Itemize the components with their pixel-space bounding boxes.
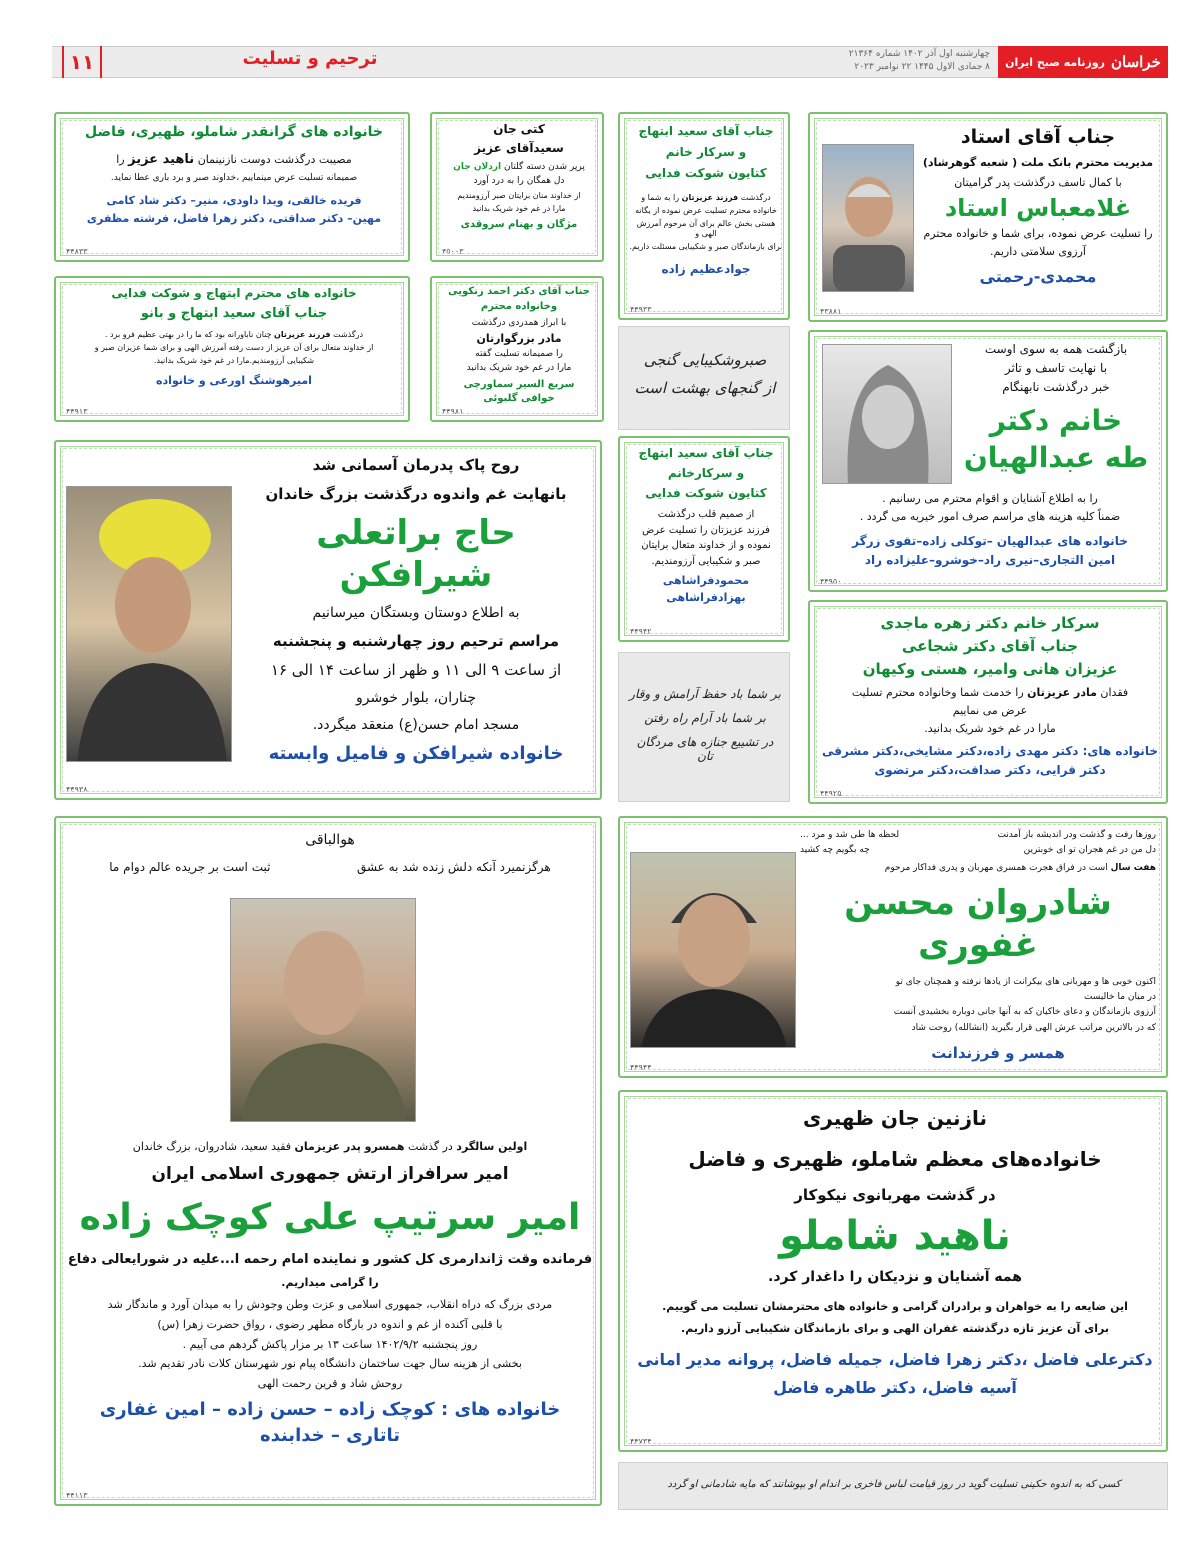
ad-shamlou-small-line2: صمیمانه تسلیت عرض مینماییم ،خداوند صبر و برد باری عطا نماید. xyxy=(110,172,358,183)
ad-nahid-line5: این ضایعه را به خواهران و برادران گرامی و خانواده های محترمشان تسلیت می گوییم. xyxy=(662,1300,1128,1314)
ad-code: ۴۴۷۳۴ xyxy=(630,1437,652,1446)
ad-ghafouri-photo xyxy=(630,852,796,1048)
ad-majedi-line6: مارا در غم خود شریک بدانید. xyxy=(924,721,1056,735)
brand-subtitle: روزنامه صبح ایران xyxy=(1005,55,1105,69)
ad-zankouei-body2: مادر بزرگوارتان xyxy=(476,332,562,346)
ad-nahid-line1: نازنین جان ظهیری xyxy=(802,1106,988,1130)
ad-nahid-sign1: دکترعلی فاضل ،دکتر زهرا فاضل، جمیله فاضل، پروانه مدیر امانی xyxy=(637,1349,1153,1369)
ad-nahid-name: ناهید شاملو xyxy=(779,1212,1011,1259)
ad-shamlou-small-sign2: مهین– دکتر صداقتی، دکتر زهرا فاضل، فرشته مظفری xyxy=(86,211,382,225)
ad-kati-body3: از خداوند منان برایتان صبر آرزومندیم xyxy=(457,190,581,200)
ad-abdolahian-name1: خانم دکتر xyxy=(989,404,1123,437)
ad-ostad-name: غلامعباس استاد xyxy=(944,194,1132,223)
ad-ebtehaj2-body2: فرزند عزیزتان را تسلیت عرض xyxy=(642,524,770,536)
ad-code: ۴۳۸۸۱ xyxy=(820,307,842,316)
ad-ostad-line1: مدیریت محترم بانک ملت ( شعبه گوهرشاد) xyxy=(922,155,1154,169)
ad-shirafkan-line4: مراسم ترحیم روز چهارشنبه و پنجشنبه xyxy=(272,632,560,650)
ad-ebtehaj2-body4: صبر و شکیبایی آرزومندیم. xyxy=(651,555,761,567)
ad-code: ۴۴۹۴۴ xyxy=(630,1063,652,1072)
ad-ebtehaj-2 xyxy=(618,436,790,642)
ad-ghafouri-line5: در میان ما خالیست xyxy=(1083,992,1156,1002)
ad-shirafkan xyxy=(54,440,602,800)
ad-ghafouri-poem1: روزها رفت و گذشت ودر اندیشه باز آمدنت xyxy=(997,830,1156,840)
footer-quote: کسی که به اندوه حکینی تسلیت گوید در روز قیامت لباس فاخری بر اندام او بپوشانند که مایه شادمانی او گردد xyxy=(667,1479,1121,1490)
ad-ourei-line1: درگذشت فرزند عزیزتان چنان ناباورانه بود که ما را در بهتی عظیم فرو برد . xyxy=(104,330,364,340)
ad-majedi-line1: سرکار خانم دکتر زهره ماجدی xyxy=(880,614,1100,632)
ad-kouchakzadeh-name: امیر سرتیپ علی کوچک زاده xyxy=(79,1197,581,1238)
ad-shamlou-small-line1: مصیبت درگذشت دوست نازنینمان ناهید عزیز را xyxy=(116,151,352,167)
ad-kouchakzadeh-line8: با قلبی آکنده از غم و اندوه در بارگاه مطهر رضوی ، رواق حضرت زهرا (س) xyxy=(157,1317,503,1331)
ad-code: ۴۴۱۱۳ xyxy=(66,1491,88,1500)
ad-abdolahian-sign2: امین التجاری–نیری راد–خوشرو–علیزاده راد xyxy=(864,552,1116,567)
ad-code: ۴۴۹۵۰ xyxy=(820,577,842,586)
ad-ourei-title1: خانواده های محترم ابتهاج و شوکت فدایی xyxy=(111,286,357,300)
ad-kati-title1: کتی جان xyxy=(493,122,545,136)
ad-kouchakzadeh-line11: روحش شاد و قرین رحمت الهی xyxy=(257,1377,403,1390)
ad-kouchakzadeh-line4: امیر سرافراز ارتش جمهوری اسلامی ایران xyxy=(151,1163,509,1184)
ad-code: ۴۴۹۲۵ xyxy=(820,789,842,798)
ad-ostad-photo xyxy=(822,144,914,292)
ad-ebtehaj2-sign2: بهزادفراشاهی xyxy=(666,590,746,604)
ad-ghafouri-line4: اکنون خوبی ها و مهربانی های بیکرانت از یادها نرفته و همچنان جای تو xyxy=(895,976,1156,987)
ad-ostad-title: جناب آقای استاد xyxy=(960,126,1116,148)
ad-ghafouri-line3: هفت سال است در فراق هجرت همسری مهربان و پدری فداکار مرحوم xyxy=(884,862,1156,873)
ad-abdolahian-line2: با نهایت تاسف و تاثر xyxy=(1004,361,1108,375)
ad-zankouei-title2: وخانواده محترم xyxy=(480,300,558,312)
quote-calm-line1: بر شما باد حفظ آرامش و وقار xyxy=(629,687,781,701)
ad-ebtehaj1-body3: هستی بخش عالم برای آن مرحوم آمرزش الهی و xyxy=(636,219,776,238)
ad-nahid-line6: برای آن عزیز تازه درگذشته غفران الهی و برای بازماندگان شکیبایی آرزو داریم. xyxy=(681,1322,1109,1335)
ad-shamlou-small xyxy=(54,112,410,262)
ad-ebtehaj2-title3: کتایون شوکت فدایی xyxy=(645,486,767,500)
ad-majedi-line5: عرض می نماییم xyxy=(952,704,1028,717)
ad-shamlou-small-sign1: فریده خالقی، ویدا داودی، منیر– دکتر شاد کامی xyxy=(106,194,362,207)
ad-ghafouri-poem2b: چه بگویم چه کشید xyxy=(800,845,870,856)
ad-code: ۴۴۸۳۳ xyxy=(66,247,88,256)
issue-date xyxy=(840,48,990,74)
ad-shamlou-small-title: خانواده های گرانقدر شاملو، ظهیری، فاضل xyxy=(85,124,383,140)
portrait-icon xyxy=(631,853,796,1048)
ad-zankouei-title1: جناب آقای دکتر احمد زنکویی xyxy=(448,286,590,297)
ad-zankouei xyxy=(430,276,604,422)
ad-nahid-shamlou xyxy=(618,1090,1168,1452)
ad-abdolahian-sign1: خانواده های عبدالهیان –توکلی زاده–تقوی زرگر xyxy=(852,533,1128,548)
ad-ghafouri-poem1b: لحظه ها طی شد و مرد ... xyxy=(800,830,900,840)
ad-ghafouri xyxy=(618,816,1168,1078)
ad-kouchakzadeh-line6: را گرامی میداریم. xyxy=(281,1276,379,1290)
portrait-icon xyxy=(67,487,232,762)
ad-kouchakzadeh-poem-b: ثبت است بر جریده عالم دوام ما xyxy=(109,859,271,874)
ad-shirafkan-line7: مسجد امام حسن(ع) منعقد میگردد. xyxy=(312,717,520,733)
brand-logo: خراسان xyxy=(1110,53,1161,71)
ad-code: ۴۴۹۴۲ xyxy=(630,627,652,636)
ad-zankouei-body4: مارا در غم خود شریک بدانید xyxy=(466,363,572,374)
ad-ourei-title2: جناب آقای سعید ابتهاج و بانو xyxy=(140,306,328,321)
ad-kouchakzadeh-photo xyxy=(230,898,416,1122)
portrait-icon xyxy=(231,899,416,1122)
ad-ghafouri-sign: همسر و فرزندانت xyxy=(931,1043,1065,1062)
ad-kati-body4: مارا در غم خود شریک بدانید xyxy=(472,203,566,213)
ad-abdolahian-line3: خبر درگذشت نابهنگام xyxy=(1002,380,1110,394)
ad-majedi-line4: فقدان مادر عزیزتان را خدمت شما وخانواده محترم تسلیت xyxy=(851,686,1129,700)
ad-kouchakzadeh-sign2: تاتاری – خدابنده xyxy=(259,1425,401,1447)
newspaper-brand[interactable] xyxy=(998,46,1168,78)
ad-code: ۴۴۹۳۳ xyxy=(630,305,652,314)
ad-ebtehaj1-title1: جناب آقای سعید ابتهاج xyxy=(638,124,774,138)
ad-zankouei-sign1: سریع السیر سماورچی xyxy=(463,378,575,390)
ad-kouchakzadeh-poem-a: هرگزنمیرد آنکه دلش زنده شد به عشق xyxy=(356,859,551,874)
ad-kati-title2: سعیدآقای عزیز xyxy=(474,141,564,155)
ad-shirafkan-photo xyxy=(66,486,232,762)
ad-ghafouri-poem2: دل من در غم هجران تو ای خوبترین xyxy=(1023,845,1156,856)
ad-ebtehaj1-title3: کتایون شوکت فدایی xyxy=(645,166,767,180)
ad-ebtehaj-1 xyxy=(618,112,790,320)
ad-ghafouri-line7: که در بالاترین مراتب عرش الهی قرار بگیرید (انشالله) روحت شاد xyxy=(911,1022,1156,1033)
ad-nahid-line3: در گذشت مهربانوی نیکوکار xyxy=(794,1186,996,1204)
ad-abdolahian-name2: طه عبدالهیان xyxy=(963,441,1149,474)
ad-abdolahian-line4: را به اطلاع آشنایان و اقوام محترم می رسانیم . xyxy=(882,492,1098,505)
ad-ebtehaj1-body4: برای بازماندگان صبر و شکیبایی مسئلت داریم. xyxy=(629,242,783,251)
ad-kati-sign: مژگان و بهنام سروقدی xyxy=(460,218,578,230)
ad-ourei-sign: امیرهوشنگ اورعی و خانواده xyxy=(156,374,312,388)
quote-calm-line2: بر شما باد آرام راه رفتن xyxy=(644,711,766,725)
ad-ebtehaj2-body3: نموده و از خداوند متعال برایتان xyxy=(641,540,771,551)
ad-code: ۴۴۹۱۳ xyxy=(66,407,88,416)
ad-code: ۴۴۹۸۱ xyxy=(442,407,464,416)
ad-shirafkan-name: حاج براتعلی شیرافکن xyxy=(316,512,516,595)
ad-abdolahian-line5: ضمناً کلیه هزینه های مراسم صرف امور خیریه می گردد . xyxy=(859,509,1121,523)
ad-ostad-line4: آرزوی سلامتی داریم. xyxy=(990,245,1086,258)
ad-ebtehaj2-sign1: محمودفراشاهی xyxy=(662,574,750,587)
ad-majedi-sign1: خانواده های: دکتر مهدی زاده،دکتر مشایخی،دکتر مشرقی xyxy=(822,743,1158,758)
ad-ourei-line2: از خداوند متعال برای آن عزیز از دست رفته آمرزش الهی و برای شما عزیزان صبر و xyxy=(94,343,374,353)
ad-majedi-sign2: دکتر قرایی، دکتر صداقت،دکتر مرتضوی xyxy=(874,762,1106,777)
ad-ostad xyxy=(808,112,1168,322)
ad-shirafkan-line6: چناران، بلوار خوشرو xyxy=(355,689,476,706)
ad-majedi-line2: جناب آقای دکتر شجاعی xyxy=(901,636,1079,655)
portrait-icon xyxy=(823,145,914,292)
date-line-2: ۸ جمادی الاول ۱۴۴۵ ۲۲ نوامبر ۲۰۲۳ xyxy=(854,62,990,72)
ad-ostad-line3: را تسلیت عرض نموده، برای شما و خانواده محترم xyxy=(923,227,1153,241)
ad-ghafouri-line6: آرزوی بازماندگان و دعای خاکیان که به آنها جانی دوباره بخشیدی آنست xyxy=(893,1007,1156,1018)
quote-box-patience xyxy=(618,326,790,430)
ad-ebtehaj2-title2: و سرکارخانم xyxy=(667,466,745,480)
ad-nahid-sign2: آسیه فاضل، دکتر طاهره فاضل xyxy=(773,1377,1017,1397)
ad-kouchakzadeh-line7: مردی بزرگ که دراه انقلاب، جمهوری اسلامی و عزت وطن وجودش را به میدان آورد و ماندگار شد xyxy=(107,1298,553,1311)
ad-shirafkan-line2: بانهایت غم واندوه درگذشت بزرگ خاندان xyxy=(265,484,567,503)
ad-ebtehaj1-sign: جوادعظیم زاده xyxy=(661,262,751,276)
ad-zankouei-body3: را صمیمانه تسلیت گفته xyxy=(475,349,563,359)
quote-calm-line3: در تشییع جنازه های مردگان تان xyxy=(636,735,774,763)
ad-abdolahian xyxy=(808,330,1168,592)
ad-shirafkan-sign: خانواده شیرافکن و فامیل وابسته xyxy=(268,742,564,764)
ad-abdolahian-photo xyxy=(822,344,952,484)
ad-ebtehaj1-body2: خانواده محترم تسلیت عرض نموده از یگانه xyxy=(635,206,777,215)
ad-kouchakzadeh-sign1: خانواده های : کوچک زاده – حسن زاده – امین غفاری xyxy=(99,1398,561,1420)
quote-patience-line1: صبروشکیبایی گنجی xyxy=(643,351,767,369)
ad-code: ۴۴۹۳۸ xyxy=(66,785,88,794)
ad-kouchakzadeh-line9: روز پنجشنبه ۱۴۰۲/۹/۲ ساعت ۱۳ بر مزار پاکش گردهم می آییم . xyxy=(182,1337,478,1351)
date-line-1: چهارشنبه اول آذر ۱۴۰۲ شماره ۲۱۳۶۴ xyxy=(848,49,990,59)
ad-zankouei-sign2: خوافی گلبوئی xyxy=(483,393,555,404)
ad-nahid-line4: همه آشنایان و نزدیکان را داغدار کرد. xyxy=(768,1268,1022,1285)
section-title: ترحیم و تسلیت xyxy=(242,48,378,69)
ad-zankouei-body1: با ابراز همدردی درگذشت xyxy=(471,318,567,328)
quote-box-calm xyxy=(618,652,790,802)
ad-code: ۴۵۰۰۳ xyxy=(442,247,464,256)
ad-shirafkan-line1: روح پاک پدرمان آسمانی شد xyxy=(312,456,520,474)
ad-kouchakzadeh-line3: اولین سالگرد در گذشت همسرو پدر عزیزمان فقید سعید، شادروان، بزرگ خاندان xyxy=(132,1140,528,1153)
ad-ostad-line2: با کمال تاسف درگذشت پدر گرامیتان xyxy=(954,175,1122,189)
ad-ostad-sign: محمدی-رحمتی xyxy=(979,266,1097,286)
ad-ebtehaj2-title1: جناب آقای سعید ابتهاج xyxy=(638,446,774,460)
ad-kouchakzadeh-line10: بخشی از هزینه سال جهت ساختمان دانشگاه پیام نور شهرستان کلات نادر تقدیم شد. xyxy=(138,1357,522,1371)
ad-ebtehaj1-body1: درگذشت فرزند عزیزتان را به شما و xyxy=(641,193,771,202)
ad-nahid-line2: خانواده‌های معظم شاملو، ظهیری و فاضل xyxy=(688,1147,1102,1171)
ad-majedi xyxy=(808,600,1168,804)
ad-kati-body2: دل همگان را به درد آورد xyxy=(473,176,565,187)
ad-shirafkan-line3: به اطلاع دوستان وبستگان میرسانیم xyxy=(312,604,520,621)
ad-kouchakzadeh xyxy=(54,816,602,1506)
page-number: ۱۱ xyxy=(62,46,102,78)
ad-shirafkan-line5: از ساعت ۹ الی ۱۱ و ظهر از ساعت ۱۴ الی ۱۶ xyxy=(270,660,562,679)
ad-ourei xyxy=(54,276,410,422)
ad-ghafouri-name: شادروان محسن غفوری xyxy=(844,882,1112,966)
ad-ourei-line3: شکیبایی آرزومندیم.مارا در غم خود شریک بدانید. xyxy=(153,356,315,366)
footer-quote-box xyxy=(618,1462,1168,1510)
ad-abdolahian-line1: بازگشت همه به سوی اوست xyxy=(984,342,1128,356)
ad-ebtehaj2-body1: از صمیم قلب درگذشت xyxy=(657,509,755,520)
ad-kouchakzadeh-line5: فرمانده وقت ژاندارمری کل کشور و نماینده امام رحمه ا...علیه در شورایعالی دفاع xyxy=(67,1252,593,1267)
ad-majedi-line3: عزیزان هانی وامیر، هستی وکیهان xyxy=(862,659,1118,678)
portrait-icon xyxy=(823,345,952,484)
ad-kati-body1: پرپر شدن دسته گلتان اردلان جان xyxy=(453,162,585,172)
quote-patience-line2: از گنجهای بهشت است xyxy=(634,379,776,397)
ad-kati xyxy=(430,112,604,262)
ad-ebtehaj1-title2: و سرکار خانم xyxy=(665,145,747,159)
ad-kouchakzadeh-line1: هوالباقی xyxy=(305,832,355,848)
